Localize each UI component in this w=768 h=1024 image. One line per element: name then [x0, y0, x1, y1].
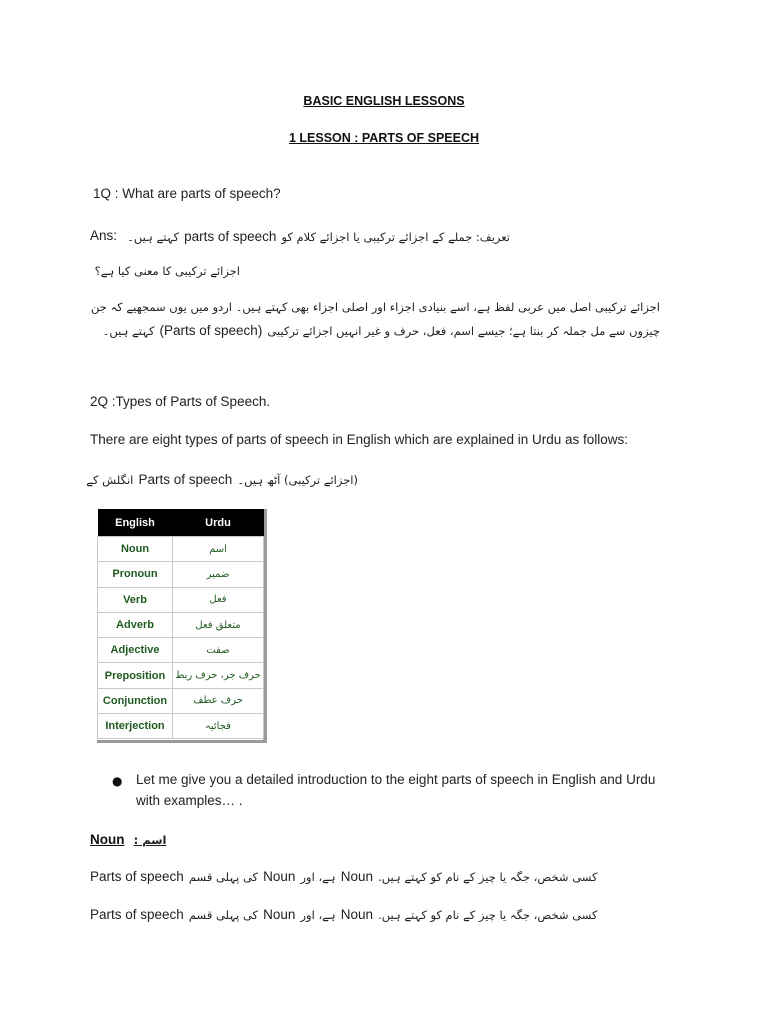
noun-line-urdu-3: کسی شخص، جگہ یا چیز کے نام کو کہتے ہیں. — [378, 870, 598, 884]
lesson-title: 1 LESSON : PARTS OF SPEECH — [288, 131, 480, 145]
noun-line-urdu-3: کسی شخص، جگہ یا چیز کے نام کو کہتے ہیں. — [378, 908, 598, 922]
answer-urdu-tail: کہتے ہیں۔ — [127, 230, 179, 244]
para-line2-english: (Parts of speech) — [159, 323, 263, 338]
noun-heading — [90, 829, 166, 848]
eight-urdu-b: (اجزائے ترکیبی) آٹھ ہیں۔ — [237, 473, 358, 487]
table-cell-english: Pronoun — [98, 562, 173, 587]
table-header-english: English — [98, 509, 173, 537]
noun-definition-line-2 — [90, 904, 598, 923]
table-cell-urdu: صفت — [173, 638, 264, 663]
table-cell-urdu: فجائیہ — [173, 714, 264, 739]
table-shadow-bottom — [97, 740, 267, 743]
answer-urdu-text: تعریف: جملے کے اجزائے ترکیبی یا اجزائے کلام کو — [281, 230, 510, 244]
bullet-glyph: ● — [112, 774, 123, 788]
urdu-question: اجزائے ترکیبی کا معنی کیا ہے؟ — [94, 264, 240, 278]
table-cell-english: Noun — [98, 537, 173, 562]
eight-types-sentence: There are eight types of parts of speech in English which are explained in Urdu as follows: — [90, 432, 629, 447]
answer-english-term: parts of speech — [184, 229, 277, 244]
table-row — [98, 688, 264, 713]
noun-line-urdu-2: ہے، اور — [300, 870, 336, 884]
noun-line-english: Parts of speech — [90, 907, 184, 922]
table-cell-english: Preposition — [98, 663, 173, 688]
eight-english: Parts of speech — [138, 472, 233, 487]
table-row — [98, 537, 264, 562]
document-title: BASIC ENGLISH LESSONS — [303, 94, 465, 108]
noun-line-urdu-2: ہے، اور — [300, 908, 336, 922]
noun-heading-urdu: اسم : — [133, 833, 167, 847]
answer-mixed — [118, 226, 510, 245]
table-cell-english: Verb — [98, 587, 173, 612]
eight-urdu-a: انگلش کے — [86, 473, 134, 487]
noun-line-english-2: Noun — [263, 907, 296, 922]
urdu-paragraph-line-1: اجزائے ترکیبی اصل میں عربی لفظ ہے، اسے بنیادی اجزاء اور اصلی اجزاء بھی کہتے ہیں۔ اردو میں یوں سمجھیے کہ جن — [91, 300, 660, 314]
table-row — [98, 612, 264, 637]
table-row — [98, 663, 264, 688]
table-row — [98, 638, 264, 663]
table-cell-urdu: متعلق فعل — [173, 612, 264, 637]
para-line2-urdu-start: کہتے ہیں۔ — [102, 324, 155, 338]
table-cell-english: Interjection — [98, 714, 173, 739]
table-cell-english: Adjective — [98, 638, 173, 663]
table-row — [98, 562, 264, 587]
eight-types-urdu-line — [86, 469, 358, 488]
noun-line-urdu-1: کی پہلی قسم — [188, 870, 259, 884]
table-cell-urdu: فعل — [173, 587, 264, 612]
table-cell-urdu: اسم — [173, 537, 264, 562]
table-cell-english: Adverb — [98, 612, 173, 637]
table-header-row — [98, 509, 264, 537]
parts-of-speech-table — [97, 509, 264, 739]
answer-line — [90, 225, 117, 244]
urdu-paragraph-line-2 — [90, 320, 660, 339]
answer-prefix: Ans: — [90, 228, 118, 243]
noun-line-english-3: Noun — [340, 869, 374, 884]
table-cell-urdu: حرف جر، حرف ربط — [173, 663, 264, 688]
noun-line-english-3: Noun — [340, 907, 374, 922]
noun-line-english: Parts of speech — [90, 869, 184, 884]
para-line2-urdu-end: چیزوں سے مل جملہ کر بنتا ہے؛ جیسے اسم، فعل، حرف و غیر انہیں اجزائے ترکیبی — [267, 324, 660, 338]
question-2: 2Q :Types of Parts of Speech. — [90, 394, 271, 409]
table-cell-urdu: ضمیر — [173, 562, 264, 587]
table-header-urdu: Urdu — [173, 509, 264, 537]
question-1: 1Q : What are parts of speech? — [93, 186, 281, 201]
noun-line-urdu-1: کی پہلی قسم — [188, 908, 259, 922]
table-cell-urdu: حرف عطف — [173, 688, 264, 713]
table-row — [98, 714, 264, 739]
noun-definition-line-1 — [90, 866, 598, 885]
noun-line-english-2: Noun — [263, 869, 296, 884]
bullet-line-2: with examples… . — [136, 793, 243, 808]
noun-heading-english: Noun — [90, 832, 125, 847]
table-row — [98, 587, 264, 612]
bullet-line-1: Let me give you a detailed introduction to the eight parts of speech in English and Urdu — [136, 772, 656, 787]
table-cell-english: Conjunction — [98, 688, 173, 713]
